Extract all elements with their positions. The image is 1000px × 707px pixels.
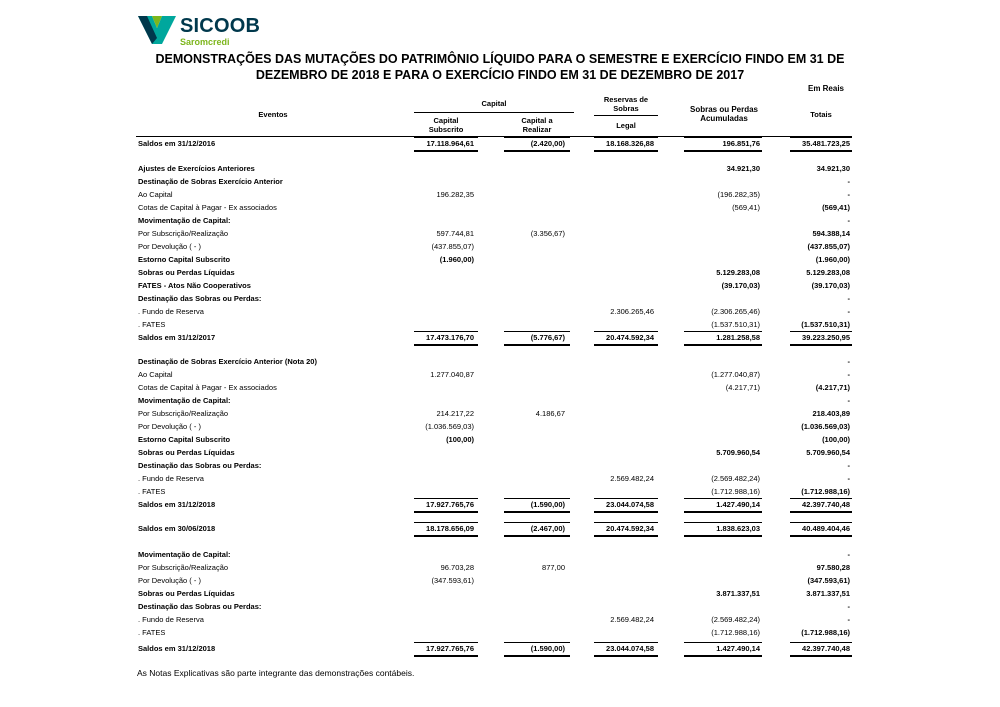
row-value-c4: 34.921,30: [726, 164, 760, 173]
row-value-c3: 23.044.074,58: [606, 644, 654, 653]
table-row: [0, 318, 1000, 331]
row-value-c1: (1.960,00): [439, 255, 474, 264]
balance-bottom-rule: [684, 535, 762, 537]
row-value-c1: 196.282,35: [436, 190, 474, 199]
balance-top-rule: [790, 498, 852, 499]
header-capital-subscrito: Capital Subscrito: [428, 116, 464, 134]
row-label: Estorno Capital Subscrito: [138, 435, 231, 444]
row-label: Ao Capital: [138, 370, 173, 379]
sicoob-logo: [138, 15, 261, 47]
balance-bottom-rule: [684, 344, 762, 346]
row-value-c1: 17.927.765,76: [426, 500, 474, 509]
balance-top-rule: [790, 642, 852, 643]
brand-subname: Saromcredi: [180, 37, 230, 47]
row-value-c4: 1.427.490,14: [716, 500, 760, 509]
row-label: . Fundo de Reserva: [138, 307, 204, 316]
balance-bottom-rule: [594, 535, 658, 537]
table-row: [0, 574, 1000, 587]
row-total: -: [847, 602, 850, 611]
row-total: (1.960,00): [815, 255, 850, 264]
balance-top-rule: [684, 522, 762, 523]
balance-top-rule: [684, 498, 762, 499]
balance-bottom-rule: [594, 344, 658, 346]
balance-bottom-rule: [594, 655, 658, 657]
balance-top-rule: [594, 331, 658, 332]
row-value-c4: 3.871.337,51: [716, 589, 760, 598]
balance-row: [0, 498, 1000, 511]
table-row: [0, 214, 1000, 227]
row-total: -: [847, 615, 850, 624]
table-row: [0, 279, 1000, 292]
row-value-c3: 20.474.592,34: [606, 333, 654, 342]
row-label: Destinação das Sobras ou Perdas:: [138, 294, 262, 303]
row-value-c4: 5.129.283,08: [716, 268, 760, 277]
header-capital-rule: [414, 112, 574, 113]
balance-bottom-rule: [504, 655, 570, 657]
balance-top-rule: [504, 522, 570, 523]
row-total: -: [847, 357, 850, 366]
balance-bottom-rule: [414, 511, 478, 513]
table-row: [0, 292, 1000, 305]
balance-bottom-rule: [790, 535, 852, 537]
footer-note: As Notas Explicativas são parte integrante das demonstrações contábeis.: [137, 668, 415, 678]
row-total: -: [847, 307, 850, 316]
balance-top-rule: [504, 498, 570, 499]
row-label: Saldos em 30/06/2018: [138, 524, 216, 533]
table-row: [0, 626, 1000, 639]
row-value-c3: 18.168.326,88: [606, 139, 654, 148]
row-value-c4: (196.282,35): [717, 190, 760, 199]
row-label: Cotas de Capital à Pagar - Ex associados: [138, 383, 277, 392]
balance-top-rule: [414, 522, 478, 523]
row-value-c1: 17.473.176,70: [426, 333, 474, 342]
balance-row: [0, 642, 1000, 655]
balance-top-rule: [414, 137, 478, 138]
balance-top-rule: [594, 137, 658, 138]
row-label: Movimentação de Capital:: [138, 396, 231, 405]
row-total: -: [847, 461, 850, 470]
row-label: Estorno Capital Subscrito: [138, 255, 231, 264]
balance-top-rule: [414, 498, 478, 499]
balance-row: [0, 522, 1000, 535]
row-label: Saldos em 31/12/2017: [138, 333, 216, 342]
table-row: [0, 548, 1000, 561]
row-total: 594.388,14: [812, 229, 850, 238]
sicoob-logo-icon: [138, 16, 176, 44]
row-label: FATES - Atos Não Cooperativos: [138, 281, 251, 290]
row-value-c3: 2.569.482,24: [610, 474, 654, 483]
row-total: (100,00): [822, 435, 850, 444]
row-label: Saldos em 31/12/2018: [138, 500, 216, 509]
row-label: . Fundo de Reserva: [138, 474, 204, 483]
balance-top-rule: [594, 642, 658, 643]
row-label: Sobras ou Perdas Líquidas: [138, 268, 235, 277]
row-label: . FATES: [138, 487, 166, 496]
balance-bottom-rule: [414, 150, 478, 152]
row-total: -: [847, 294, 850, 303]
table-row: [0, 253, 1000, 266]
header-legal: Legal: [616, 121, 636, 130]
row-label: Destinação das Sobras ou Perdas:: [138, 602, 262, 611]
row-total: 3.871.337,51: [806, 589, 850, 598]
table-row: [0, 561, 1000, 574]
row-total: (1.712.988,16): [801, 628, 850, 637]
row-total: 39.223.250,95: [802, 333, 850, 342]
balance-top-rule: [504, 137, 570, 138]
row-value-c4: 1.838.623,03: [716, 524, 760, 533]
row-value-c4: 1.281.258,58: [716, 333, 760, 342]
row-total: (1.537.510,31): [801, 320, 850, 329]
row-total: (569,41): [822, 203, 850, 212]
report-title-line-2: DEZEMBRO DE 2018 E PARA O EXERCÍCIO FINDO EM 31 DE DEZEMBRO DE 2017: [255, 68, 745, 82]
balance-top-rule: [684, 137, 762, 138]
balance-top-rule: [504, 642, 570, 643]
row-total: (39.170,03): [811, 281, 850, 290]
row-value-c2: (5.776,67): [530, 333, 565, 342]
row-value-c1: 597.744,81: [436, 229, 474, 238]
table-row: [0, 201, 1000, 214]
row-total: (347.593,61): [807, 576, 850, 585]
row-total: 5.129.283,08: [806, 268, 850, 277]
row-value-c2: 4.186,67: [535, 409, 565, 418]
row-value-c2: (2.467,00): [530, 524, 565, 533]
balance-bottom-rule: [504, 511, 570, 513]
table-row: [0, 446, 1000, 459]
row-value-c4: (2.569.482,24): [711, 474, 760, 483]
row-value-c4: 196.851,76: [722, 139, 760, 148]
row-label: Movimentação de Capital:: [138, 550, 231, 559]
currency-note: Em Reais: [807, 84, 845, 93]
row-value-c1: 17.118.964,61: [426, 139, 474, 148]
table-row: [0, 368, 1000, 381]
row-total: 40.489.404,46: [802, 524, 850, 533]
row-value-c2: (3.356,67): [530, 229, 565, 238]
row-value-c1: (347.593,61): [431, 576, 474, 585]
row-total: (437.855,07): [807, 242, 850, 251]
row-total: (4.217,71): [815, 383, 850, 392]
table-row: [0, 305, 1000, 318]
table-row: [0, 613, 1000, 626]
row-value-c3: 20.474.592,34: [606, 524, 654, 533]
balance-bottom-rule: [504, 150, 570, 152]
row-label: Sobras ou Perdas Líquidas: [138, 589, 235, 598]
row-value-c2: (1.590,00): [530, 500, 565, 509]
balance-bottom-rule: [684, 511, 762, 513]
row-label: Por Subscrição/Realização: [138, 229, 229, 238]
row-total: -: [847, 370, 850, 379]
balance-bottom-rule: [414, 535, 478, 537]
balance-bottom-rule: [790, 511, 852, 513]
row-value-c4: (569,41): [732, 203, 760, 212]
balance-top-rule: [790, 331, 852, 332]
row-label: Ao Capital: [138, 190, 173, 199]
row-value-c4: (1.712.988,16): [711, 487, 760, 496]
row-total: 35.481.723,25: [802, 139, 850, 148]
balance-bottom-rule: [414, 344, 478, 346]
row-value-c4: (1.712.988,16): [711, 628, 760, 637]
row-total: 218.403,89: [812, 409, 850, 418]
brand-name: SICOOB: [180, 15, 261, 37]
header-capital: Capital: [481, 99, 507, 108]
row-label: Destinação de Sobras Exercício Anterior: [138, 177, 283, 186]
row-total: 42.397.740,48: [802, 644, 850, 653]
balance-top-rule: [414, 642, 478, 643]
row-value-c2: 877,00: [542, 563, 565, 572]
row-value-c4: (2.306.265,46): [711, 307, 760, 316]
balance-top-rule: [594, 498, 658, 499]
row-value-c1: 96.703,28: [440, 563, 474, 572]
row-value-c3: 2.569.482,24: [610, 615, 654, 624]
table-row: [0, 587, 1000, 600]
row-label: Sobras ou Perdas Líquidas: [138, 448, 235, 457]
row-total: (1.036.569,03): [801, 422, 850, 431]
row-label: Por Devolução ( - ): [138, 242, 201, 251]
row-label: Por Subscrição/Realização: [138, 409, 229, 418]
row-value-c1: (437.855,07): [431, 242, 474, 251]
table-row: [0, 162, 1000, 175]
balance-bottom-rule: [790, 150, 852, 152]
row-value-c1: 214.217,22: [436, 409, 474, 418]
row-label: . FATES: [138, 320, 166, 329]
header-capital-realizar: Capital a Realizar: [521, 116, 553, 134]
table-row: [0, 420, 1000, 433]
row-value-c4: (1.537.510,31): [711, 320, 760, 329]
balance-bottom-rule: [684, 655, 762, 657]
balance-bottom-rule: [790, 655, 852, 657]
row-value-c4: (2.569.482,24): [711, 615, 760, 624]
row-label: Ajustes de Exercícios Anteriores: [138, 164, 255, 173]
balance-top-rule: [790, 137, 852, 138]
row-label: Destinação de Sobras Exercício Anterior (Nota 20): [138, 357, 317, 366]
row-label: Destinação das Sobras ou Perdas:: [138, 461, 262, 470]
row-total: -: [847, 177, 850, 186]
balance-top-rule: [684, 331, 762, 332]
report-title-line-1: DEMONSTRAÇÕES DAS MUTAÇÕES DO PATRIMÔNIO LÍQUIDO PARA O SEMESTRE E EXERCÍCIO FINDO EM 31 DE: [155, 52, 845, 66]
row-value-c3: 23.044.074,58: [606, 500, 654, 509]
balance-bottom-rule: [790, 344, 852, 346]
balance-top-rule: [684, 642, 762, 643]
row-value-c1: 18.178.656,09: [426, 524, 474, 533]
row-value-c3: 2.306.265,46: [610, 307, 654, 316]
balance-bottom-rule: [594, 511, 658, 513]
row-value-c1: 1.277.040,87: [430, 370, 474, 379]
row-total: -: [847, 474, 850, 483]
balance-row: [0, 137, 1000, 150]
row-total: 97.580,28: [816, 563, 850, 572]
balance-bottom-rule: [504, 344, 570, 346]
table-row: [0, 266, 1000, 279]
row-total: (1.712.988,16): [801, 487, 850, 496]
table-row: [0, 381, 1000, 394]
header-reservas: Reservas de Sobras: [603, 95, 649, 113]
table-row: [0, 175, 1000, 188]
row-label: Por Subscrição/Realização: [138, 563, 229, 572]
row-value-c4: (4.217,71): [725, 383, 760, 392]
row-label: Movimentação de Capital:: [138, 216, 231, 225]
row-label: Por Devolução ( - ): [138, 576, 201, 585]
row-total: 5.709.960,54: [806, 448, 850, 457]
table-row: [0, 600, 1000, 613]
balance-bottom-rule: [504, 535, 570, 537]
table-row: [0, 407, 1000, 420]
row-value-c4: 5.709.960,54: [716, 448, 760, 457]
balance-bottom-rule: [594, 150, 658, 152]
row-total: -: [847, 190, 850, 199]
balance-top-rule: [414, 331, 478, 332]
report-title: [120, 51, 880, 83]
row-label: . FATES: [138, 628, 166, 637]
table-row: [0, 227, 1000, 240]
table-row: [0, 472, 1000, 485]
header-reservas-rule: [594, 115, 658, 116]
table-row: [0, 485, 1000, 498]
row-value-c1: 17.927.765,76: [426, 644, 474, 653]
header-sobras: Sobras ou Perdas Acumuladas: [689, 105, 759, 123]
row-label: . Fundo de Reserva: [138, 615, 204, 624]
table-row: [0, 394, 1000, 407]
table-row: [0, 240, 1000, 253]
row-value-c4: 1.427.490,14: [716, 644, 760, 653]
table-row: [0, 433, 1000, 446]
header-totais: Totais: [810, 110, 832, 119]
row-label: Saldos em 31/12/2018: [138, 644, 216, 653]
balance-row: [0, 331, 1000, 344]
row-label: Cotas de Capital à Pagar - Ex associados: [138, 203, 277, 212]
balance-bottom-rule: [414, 655, 478, 657]
row-value-c1: (1.036.569,03): [425, 422, 474, 431]
balance-top-rule: [790, 522, 852, 523]
header-eventos: Eventos: [258, 110, 288, 119]
row-total: -: [847, 396, 850, 405]
table-row: [0, 459, 1000, 472]
balance-top-rule: [594, 522, 658, 523]
table-row: [0, 188, 1000, 201]
row-total: 42.397.740,48: [802, 500, 850, 509]
row-label: Saldos em 31/12/2016: [138, 139, 216, 148]
row-total: -: [847, 216, 850, 225]
row-total: -: [847, 550, 850, 559]
row-label: Por Devolução ( - ): [138, 422, 201, 431]
table-row: [0, 355, 1000, 368]
row-value-c4: (1.277.040,87): [711, 370, 760, 379]
row-value-c2: (1.590,00): [530, 644, 565, 653]
row-value-c2: (2.420,00): [530, 139, 565, 148]
balance-top-rule: [504, 331, 570, 332]
balance-bottom-rule: [684, 150, 762, 152]
row-value-c4: (39.170,03): [721, 281, 760, 290]
row-total: 34.921,30: [816, 164, 850, 173]
row-value-c1: (100,00): [446, 435, 474, 444]
